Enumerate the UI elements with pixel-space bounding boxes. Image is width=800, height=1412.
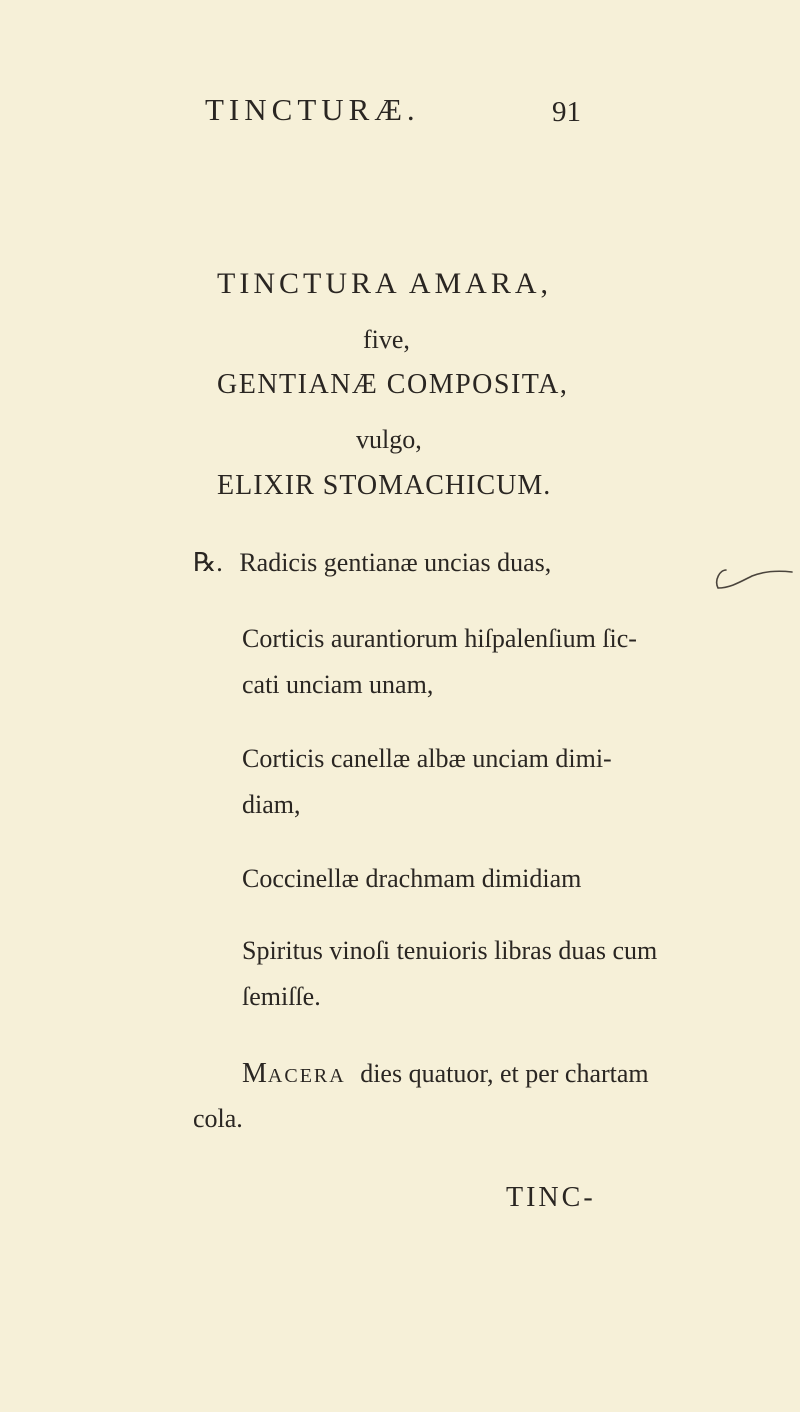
ingredient-2-line-2: cati unciam unam,	[242, 670, 434, 699]
ingredient-5-line-1: Spiritus vinoſi tenuioris libras duas cum	[242, 936, 658, 965]
ingredient-4-line-1: Coccinellæ drachmam dimidiam	[242, 864, 582, 893]
ingredient-5-line-2: ſemiſſe.	[242, 982, 321, 1011]
recipe-symbol: ℞.	[193, 548, 223, 577]
title-line-5: ELIXIR STOMACHICUM.	[217, 470, 552, 501]
title-line-3: GENTIANÆ COMPOSITA,	[217, 369, 569, 400]
ingredient-3-line-1: Corticis canellæ albæ unciam dimi-	[242, 744, 612, 773]
ingredient-1-line-1: Radicis gentianæ uncias duas,	[239, 548, 552, 577]
title-line-2: five,	[363, 325, 410, 354]
instruction-line-2: cola.	[193, 1104, 243, 1133]
ingredient-3-line-2: diam,	[242, 790, 301, 819]
title-line-4: vulgo,	[356, 425, 422, 454]
instruction-caps: ACERA	[267, 1065, 346, 1087]
instruction-line-1	[242, 1058, 649, 1090]
running-head: TINCTURÆ.	[205, 92, 420, 127]
title-line-1: TINCTURA AMARA,	[217, 267, 553, 300]
instruction-initial: M	[242, 1058, 268, 1089]
instruction-text: dies quatuor, et per chartam	[360, 1059, 649, 1088]
catchword: TINC-	[506, 1182, 596, 1213]
ingredient-1	[193, 548, 551, 578]
ingredient-2-line-1: Corticis aurantiorum hiſpalenſium ſic-	[242, 624, 637, 653]
page-number: 91	[552, 96, 581, 128]
handwritten-mark	[700, 558, 800, 598]
